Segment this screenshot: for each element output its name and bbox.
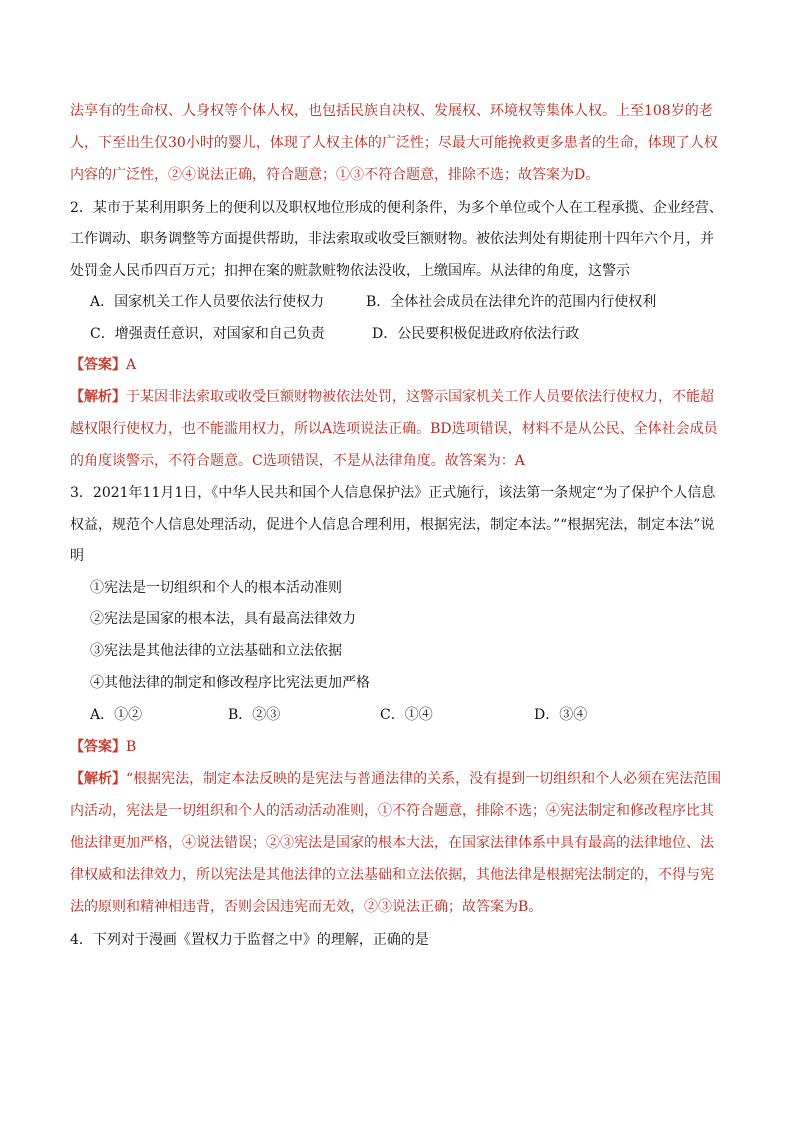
analysis-text: 于某因非法索取或收受巨额财物被依法处罚，这警示国家机关工作人员要依法行使权力，不能超 [126,389,714,405]
q3-analysis-line: 律权威和法律效力，所以宪法是其他法律的立法基础和立法依据，其他法律是根据宪法制定的，不得与宪 [70,867,714,883]
q3-analysis-line [70,769,721,789]
q2-stem-line: 2．某市于某利用职务上的便利以及职权地位形成的便利条件，为多个单位或个人在工程承揽、企业经营、 [70,200,723,216]
prev-analysis-line: 人，下至出生仅30小时的婴儿，体现了人权主体的广泛性；尽最大可能挽救更多患者的生命，体现了人权 [70,135,718,151]
q3-option-a: A．①② [90,707,143,723]
analysis-tag: 【解析】 [70,771,126,787]
q3-option-b: B．②③ [228,707,281,723]
q2-stem-line: 处罚金人民币四百万元；扣押在案的赃款赃物依法没收，上缴国库。从法律的角度，这警示 [70,263,630,279]
q3-analysis-line: 法的原则和精神相违背，否则会因违宪而无效，②③说法正确；故答案为B。 [70,899,543,915]
q2-option-a: A．国家机关工作人员要依法行使权力 [90,294,325,310]
q2-analysis-line [70,387,714,407]
q2-option-b: B．全体社会成员在法律允许的范围内行使权利 [366,294,657,310]
answer-tag: 【答案】 [70,357,126,373]
q3-item: ③宪法是其他法律的立法基础和立法依据 [90,643,342,659]
q3-answer [70,737,136,757]
q3-stem-line: 权益，规范个人信息处理活动，促进个人信息合理利用，根据宪法，制定本法。”“根据宪法，制定本法”说 [70,517,715,533]
q4-stem-line: 4．下列对于漫画《置权力于监督之中》的理解，正确的是 [70,932,429,948]
q2-analysis-line: 的角度谈警示，不符合题意。C选项错误，不是从法律角度。故答案为：A [70,453,525,469]
answer-value: A [126,357,137,373]
q3-option-c: C．①④ [380,707,433,723]
answer-value: B [126,739,137,755]
q3-item: ②宪法是国家的根本法，具有最高法律效力 [90,611,356,627]
prev-analysis-line: 法享有的生命权、人身权等个体人权，也包括民族自决权、发展权、环境权等集体人权。上至108岁的老 [70,103,713,119]
q2-analysis-line: 越权限行使权力，也不能滥用权力，所以A选项说法正确。BD选项错误，材料不是从公民、全体社会成员 [70,421,718,437]
q3-analysis-line: 他法律更加严格，④说法错误；②③宪法是国家的根本大法，在国家法律体系中具有最高的法律地位、法 [70,835,714,851]
q3-analysis-line: 内活动，宪法是一切组织和个人的活动活动准则，①不符合题意，排除不选；④宪法制定和修改程序比其 [70,803,714,819]
q2-answer [70,355,136,375]
q3-item: ④其他法律的制定和修改程序比宪法更加严格 [90,675,370,691]
answer-tag: 【答案】 [70,739,126,755]
q3-stem-line: 明 [70,548,84,564]
prev-analysis-line: 内容的广泛性，②④说法正确，符合题意；①③不符合题意，排除不选；故答案为D。 [70,167,600,183]
q2-stem-line: 工作调动、职务调整等方面提供帮助，非法索取或收受巨额财物。被依法判处有期徒刑十四年六个月，并 [70,231,714,247]
q2-option-c: C．增强责任意识，对国家和自己负责 [90,326,325,342]
q3-option-d: D．③④ [534,707,588,723]
analysis-tag: 【解析】 [70,389,126,405]
analysis-text: “根据宪法，制定本法反映的是宪法与普通法律的关系，没有提到一切组织和个人必须在宪法范围 [126,771,722,787]
q3-item: ①宪法是一切组织和个人的根本活动准则 [90,580,342,596]
q2-option-d: D．公民要积极促进政府依法行政 [372,326,580,342]
q3-stem-line: 3．2021年11月1日，《中华人民共和国个人信息保护法》正式施行，该法第一条规定“为了保护个人信息 [70,485,716,501]
